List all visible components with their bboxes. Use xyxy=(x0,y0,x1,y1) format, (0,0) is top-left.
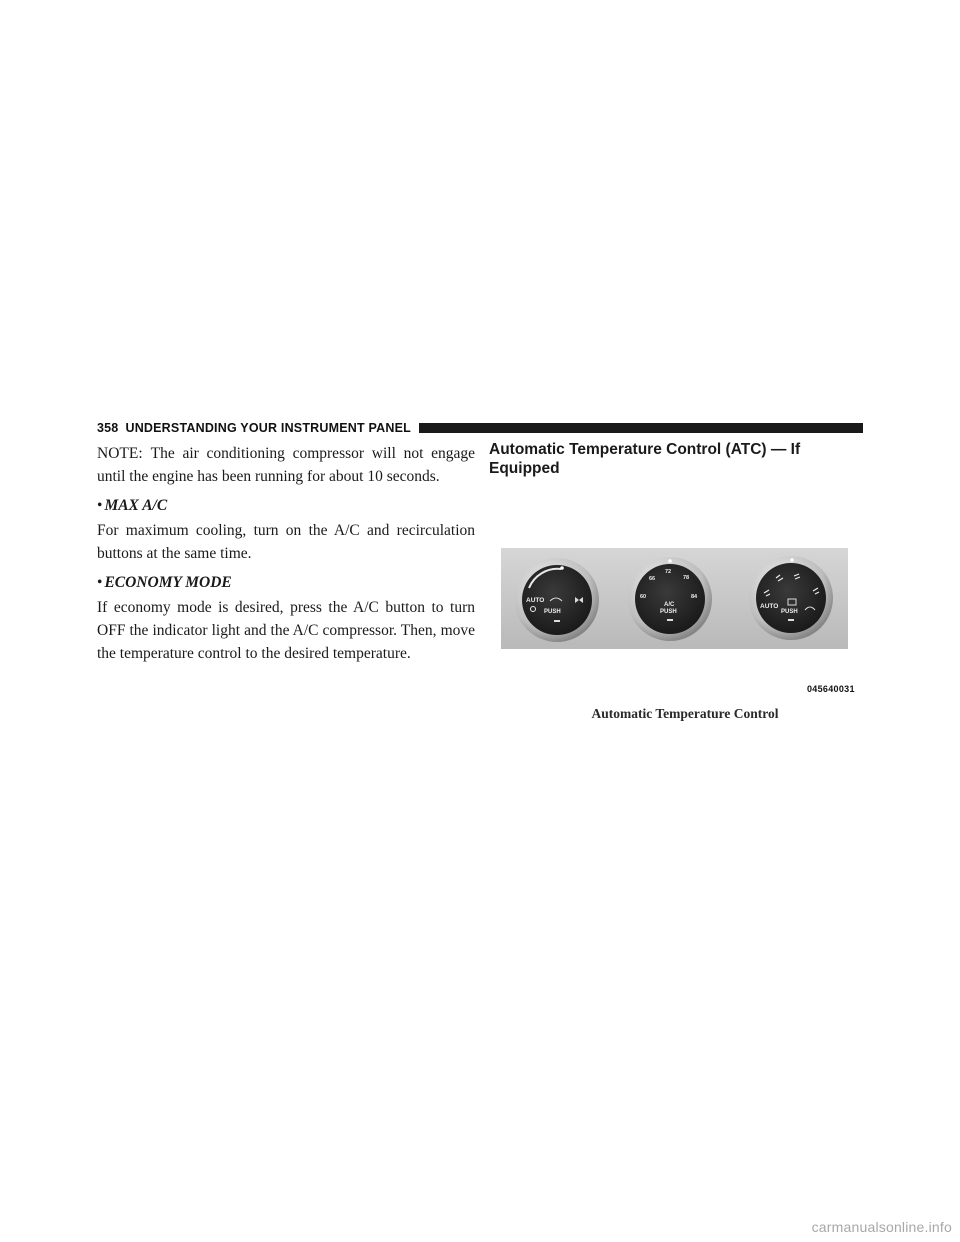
bullet-economy-mode-text: If economy mode is desired, press the A/C button to turn OFF the indicator light and the A/C compressor. Then, move the temperature control to the desired temperature. xyxy=(97,599,475,662)
right-auto-label: AUTO xyxy=(760,603,779,610)
header-rule xyxy=(419,423,863,433)
right-push-label: PUSH xyxy=(781,609,798,615)
section-title: UNDERSTANDING YOUR INSTRUMENT PANEL xyxy=(125,421,411,435)
watermark-link[interactable]: carmanualsonline.info xyxy=(811,1219,952,1235)
right-column xyxy=(489,440,865,478)
left-knob xyxy=(515,558,599,642)
page-number: 358 xyxy=(97,421,119,435)
temp-scale-78: 78 xyxy=(683,575,690,581)
atc-panel-illustration xyxy=(501,548,848,649)
note-label: NOTE: xyxy=(97,445,143,462)
left-column xyxy=(97,442,475,665)
bullet-max-ac-text: For maximum cooling, turn on the A/C and recirculation buttons at the same time. xyxy=(97,522,475,562)
temp-scale-60: 60 xyxy=(640,594,647,600)
ac-label: A/C xyxy=(664,602,675,608)
bullet-max-ac xyxy=(97,494,475,517)
bullet-title: MAX A/C xyxy=(104,497,168,514)
center-knob xyxy=(628,557,712,641)
bullet-title: ECONOMY MODE xyxy=(104,574,232,591)
right-knob xyxy=(749,556,833,640)
figure-caption: Automatic Temperature Control xyxy=(591,706,779,721)
left-push-label: PUSH xyxy=(544,609,561,615)
bullet-economy-mode xyxy=(97,571,475,594)
temp-scale-66: 66 xyxy=(649,576,656,582)
atc-heading: Automatic Temperature Control (ATC) — If Equipped xyxy=(489,441,801,477)
atc-control-panel-image xyxy=(501,548,848,649)
temp-scale-84: 84 xyxy=(691,594,698,600)
figure-code: 045640031 xyxy=(807,684,855,694)
left-auto-label: AUTO xyxy=(526,597,545,604)
bullet-icon: • xyxy=(97,497,103,514)
temp-scale-72: 72 xyxy=(665,569,672,575)
note-text: The air conditioning compressor will not engage until the engine has been running for about 10 seconds. xyxy=(97,445,475,485)
bullet-icon: • xyxy=(97,574,103,591)
center-push-label: PUSH xyxy=(660,609,677,615)
page-header xyxy=(97,418,863,438)
note-paragraph xyxy=(97,442,475,488)
